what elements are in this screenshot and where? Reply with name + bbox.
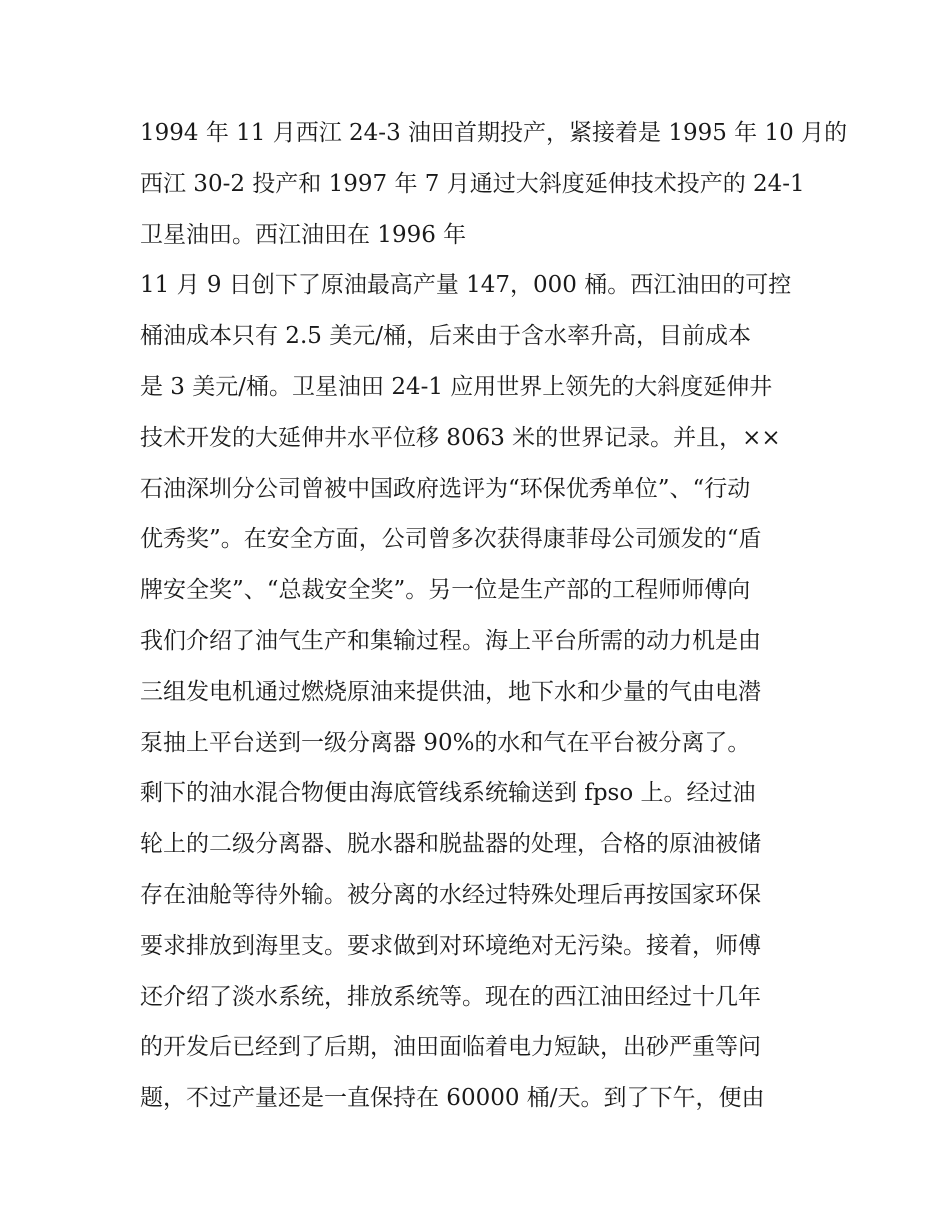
- text-line-7: 技术开发的大延伸井水平位移 8063 米的世界记录。并且，××: [140, 424, 781, 451]
- text-line-20: 题，不过产量还是一直保持在 60000 桶/天。到了下午，便由: [140, 1085, 765, 1112]
- body-text: [140, 108, 848, 1124]
- text-line-13: 泵抽上平台送到一级分离器 90%的水和气在平台被分离了。: [140, 729, 751, 756]
- text-line-3: 卫星油田。西江油田在 1996 年: [140, 221, 467, 248]
- text-line-9: 优秀奖”。在安全方面，公司曾多次获得康菲母公司颁发的“盾: [140, 526, 762, 553]
- text-line-15: 轮上的二级分离器、脱水器和脱盐器的处理，合格的原油被储: [140, 831, 761, 858]
- text-line-11: 我们介绍了油气生产和集输过程。海上平台所需的动力机是由: [140, 627, 761, 654]
- text-line-18: 还介绍了淡水系统，排放系统等。现在的西江油田经过十几年: [140, 983, 761, 1010]
- text-line-17: 要求排放到海里支。要求做到对环境绝对无污染。接着，师傅: [140, 932, 761, 959]
- text-line-16: 存在油舱等待外输。被分离的水经过特殊处理后再按国家环保: [140, 881, 761, 908]
- text-line-6: 是 3 美元/桶。卫星油田 24-1 应用世界上领先的大斜度延伸井: [140, 373, 773, 400]
- text-line-8: 石油深圳分公司曾被中国政府选评为“环保优秀单位”、“行动: [140, 475, 751, 502]
- text-line-2: 西江 30-2 投产和 1997 年 7 月通过大斜度延伸技术投产的 24-1: [140, 170, 805, 197]
- text-line-14: 剩下的油水混合物便由海底管线系统输送到 fpso 上。经过油: [140, 780, 756, 807]
- text-line-1: 1994 年 11 月西江 24-3 油田首期投产，紧接着是 1995 年 10 月的: [140, 120, 848, 146]
- text-line-4: 11 月 9 日创下了原油最高产量 147，000 桶。西江油田的可控: [140, 272, 792, 299]
- text-line-12: 三组发电机通过燃烧原油来提供油，地下水和少量的气由电潜: [140, 678, 761, 705]
- text-line-10: 牌安全奖”、“总裁安全奖”。另一位是生产部的工程师师傅向: [140, 577, 751, 604]
- text-line-5: 桶油成本只有 2.5 美元/桶，后来由于含水率升高，目前成本: [140, 323, 751, 350]
- text-line-19: 的开发后已经到了后期，油田面临着电力短缺，出砂严重等问: [140, 1034, 761, 1061]
